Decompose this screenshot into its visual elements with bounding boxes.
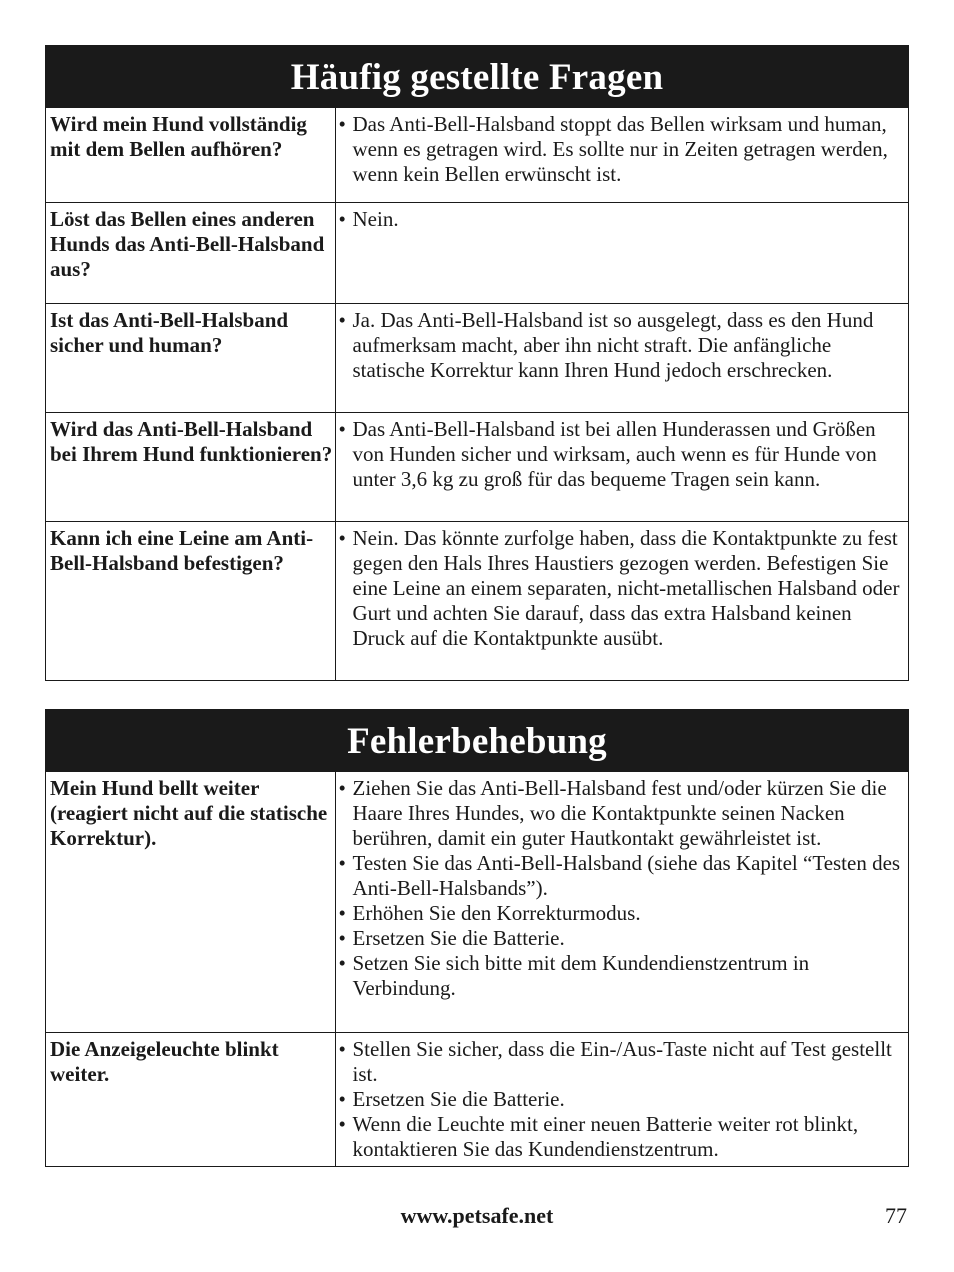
page-number: 77 xyxy=(885,1203,907,1228)
faq-table xyxy=(46,108,908,680)
list-item: • Setzen Sie sich bitte mit dem Kundendienstzentrum in Verbindung. xyxy=(338,951,907,1001)
table-row xyxy=(46,303,908,412)
list-item: • Erhöhen Sie den Korrekturmodus. xyxy=(338,901,907,926)
faq-question: Löst das Bellen eines anderen Hunds das Anti-Bell-Halsband aus? xyxy=(46,202,335,303)
troubleshooting-table xyxy=(46,772,908,1166)
list-item: • Das Anti-Bell-Halsband ist bei allen Hunderassen und Größen von Hunden sicher und wirksam, auch wenn es für Hunde von unter 3,6 kg zu groß für das bequeme Tragen sein kann. xyxy=(338,417,907,492)
faq-answer xyxy=(335,521,908,680)
faq-question: Kann ich eine Leine am Anti-Bell-Halsband befestigen? xyxy=(46,521,335,680)
troubleshooting-title: Fehlerbehebung xyxy=(46,710,908,772)
table-row xyxy=(46,772,908,1032)
faq-answer xyxy=(335,202,908,303)
faq-question: Wird das Anti-Bell-Halsband bei Ihrem Hund funktionieren? xyxy=(46,412,335,521)
list-item: • Ja. Das Anti-Bell-Halsband ist so ausgelegt, dass es den Hund aufmerksam macht, aber ihn nicht straft. Die anfängliche statische Korrektur kann Ihren Hund jedoch erschrecken. xyxy=(338,308,907,383)
table-row xyxy=(46,108,908,202)
troubleshooting-solution xyxy=(335,1032,908,1166)
troubleshooting-problem: Die Anzeigeleuchte blinkt weiter. xyxy=(46,1032,335,1166)
faq-answer xyxy=(335,412,908,521)
list-item: • Ersetzen Sie die Batterie. xyxy=(338,1087,907,1112)
faq-question: Ist das Anti-Bell-Halsband sicher und human? xyxy=(46,303,335,412)
list-item: • Nein. xyxy=(338,207,907,232)
table-row xyxy=(46,1032,908,1166)
list-item: • Das Anti-Bell-Halsband stoppt das Bellen wirksam und human, wenn es getragen wird. Es sollte nur in Zeiten getragen werden, wenn kein Bellen erwünscht ist. xyxy=(338,112,907,187)
faq-answer xyxy=(335,303,908,412)
faq-section xyxy=(45,45,909,681)
list-item: • Ziehen Sie das Anti-Bell-Halsband fest und/oder kürzen Sie die Haare Ihres Hundes, wo die Kontaktpunkte seinen Nacken berühren, damit ein guter Hautkontakt gewährleistet ist. xyxy=(338,776,907,851)
troubleshooting-solution xyxy=(335,772,908,1032)
list-item: • Wenn die Leuchte mit einer neuen Batterie weiter rot blinkt, kontaktieren Sie das Kundendienstzentrum. xyxy=(338,1112,907,1162)
table-row xyxy=(46,521,908,680)
faq-answer xyxy=(335,108,908,202)
troubleshooting-problem: Mein Hund bellt weiter (reagiert nicht auf die statische Korrektur). xyxy=(46,772,335,1032)
list-item: • Testen Sie das Anti-Bell-Halsband (siehe das Kapitel “Testen des Anti-Bell-Halsbands”). xyxy=(338,851,907,901)
table-row xyxy=(46,412,908,521)
troubleshooting-section xyxy=(45,709,909,1167)
list-item: • Ersetzen Sie die Batterie. xyxy=(338,926,907,951)
list-item: • Stellen Sie sicher, dass die Ein-/Aus-Taste nicht auf Test gestellt ist. xyxy=(338,1037,907,1087)
list-item: • Nein. Das könnte zurfolge haben, dass die Kontaktpunkte zu fest gegen den Hals Ihres Haustiers gezogen werden. Befestigen Sie eine Leine an einem separaten, nicht-metallischen Halsband oder Gurt und achten Sie darauf, dass das extra Halsband keinen Druck auf die Kontaktpunkte ausübt. xyxy=(338,526,907,651)
footer-url: www.petsafe.net xyxy=(400,1203,554,1228)
faq-title: Häufig gestellte Fragen xyxy=(46,46,908,108)
faq-question: Wird mein Hund vollständig mit dem Bellen aufhören? xyxy=(46,108,335,202)
table-row xyxy=(46,202,908,303)
